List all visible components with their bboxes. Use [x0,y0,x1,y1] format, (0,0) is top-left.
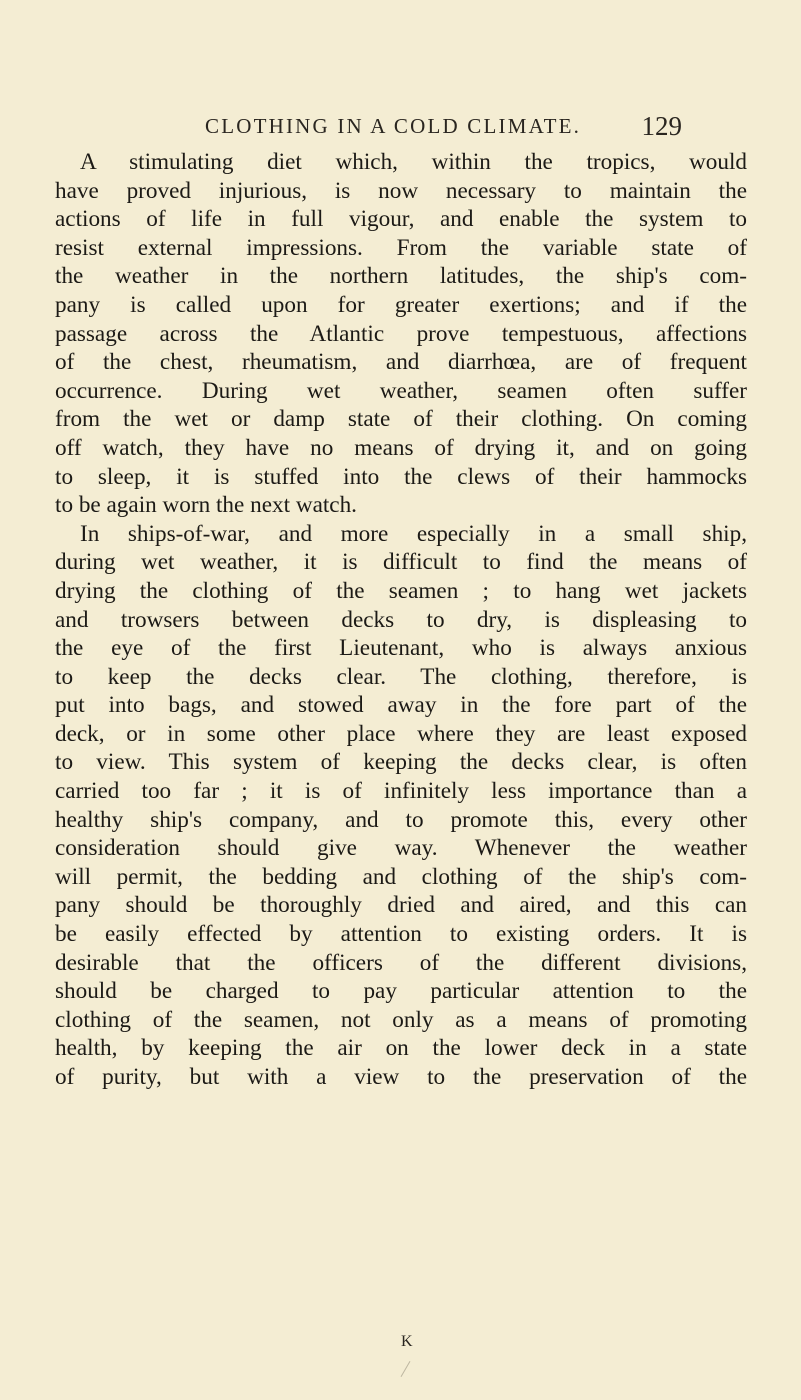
text-line: actions of life in full vigour, and enable the system to [55,206,747,233]
text-line: and trowsers between decks to dry, is displeasing to [55,606,747,633]
text-line: to view. This system of keeping the decks clear, is often [55,749,747,776]
text-line: to keep the decks clear. The clothing, therefore, is [55,663,747,690]
text-line: be easily effected by attention to existing orders. It is [55,921,747,948]
text-line: deck, or in some other place where they are least exposed [55,720,747,747]
text-line: drying the clothing of the seamen ; to hang wet jackets [55,577,747,604]
text-line: desirable that the officers of the different divisions, [55,949,747,976]
text-line: passage across the Atlantic prove tempestuous, affections [55,320,747,347]
text-line: healthy ship's company, and to promote this, every other [55,806,747,833]
text-line: off watch, they have no means of drying it, and on going [55,434,747,461]
running-head [205,111,685,146]
text-line: the weather in the northern latitudes, the ship's com- [55,263,747,290]
text-line: should be charged to pay particular attention to the [55,978,747,1005]
text-line: put into bags, and stowed away in the fore part of the [55,692,747,719]
text-line: the eye of the first Lieutenant, who is always anxious [55,635,747,662]
text-line: resist external impressions. From the variable state of [55,234,747,261]
text-line: to sleep, it is stuffed into the clews of their hammocks [55,463,747,490]
text-line: from the wet or damp state of their clothing. On coming [55,406,747,433]
text-line: clothing of the seamen, not only as a means of promoting [55,1006,747,1033]
text-line: to be again worn the next watch. [55,492,357,519]
page-number: 129 [641,111,682,141]
running-title: CLOTHING IN A COLD CLIMATE. [205,114,582,138]
text-line: consideration should give way. Whenever the weather [55,835,747,862]
text-line: pany is called upon for greater exertions; and if the [55,291,747,318]
text-line: of purity, but with a view to the preservation of the [55,1064,747,1090]
text-line: A stimulating diet which, within the tropics, would [80,149,747,175]
text-line: carried too far ; it is of infinitely less importance than a [55,778,747,805]
text-line: pany should be thoroughly dried and aired, and this can [55,892,747,919]
text-line: health, by keeping the air on the lower deck in a state [55,1035,747,1062]
text-line: have proved injurious, is now necessary to maintain the [55,177,747,204]
text-line: will permit, the bedding and clothing of the ship's com- [55,863,747,890]
pencil-mark [401,1361,411,1377]
text-line: In ships-of-war, and more especially in a small ship, [80,520,747,547]
signature-mark: K [401,1333,413,1350]
text-line: of the chest, rheumatism, and diarrhœa, are of frequent [55,349,747,376]
body-text [55,148,747,1092]
text-line: during wet weather, it is difficult to find the means of [55,549,747,576]
text-line: occurrence. During wet weather, seamen often suffer [55,377,747,404]
